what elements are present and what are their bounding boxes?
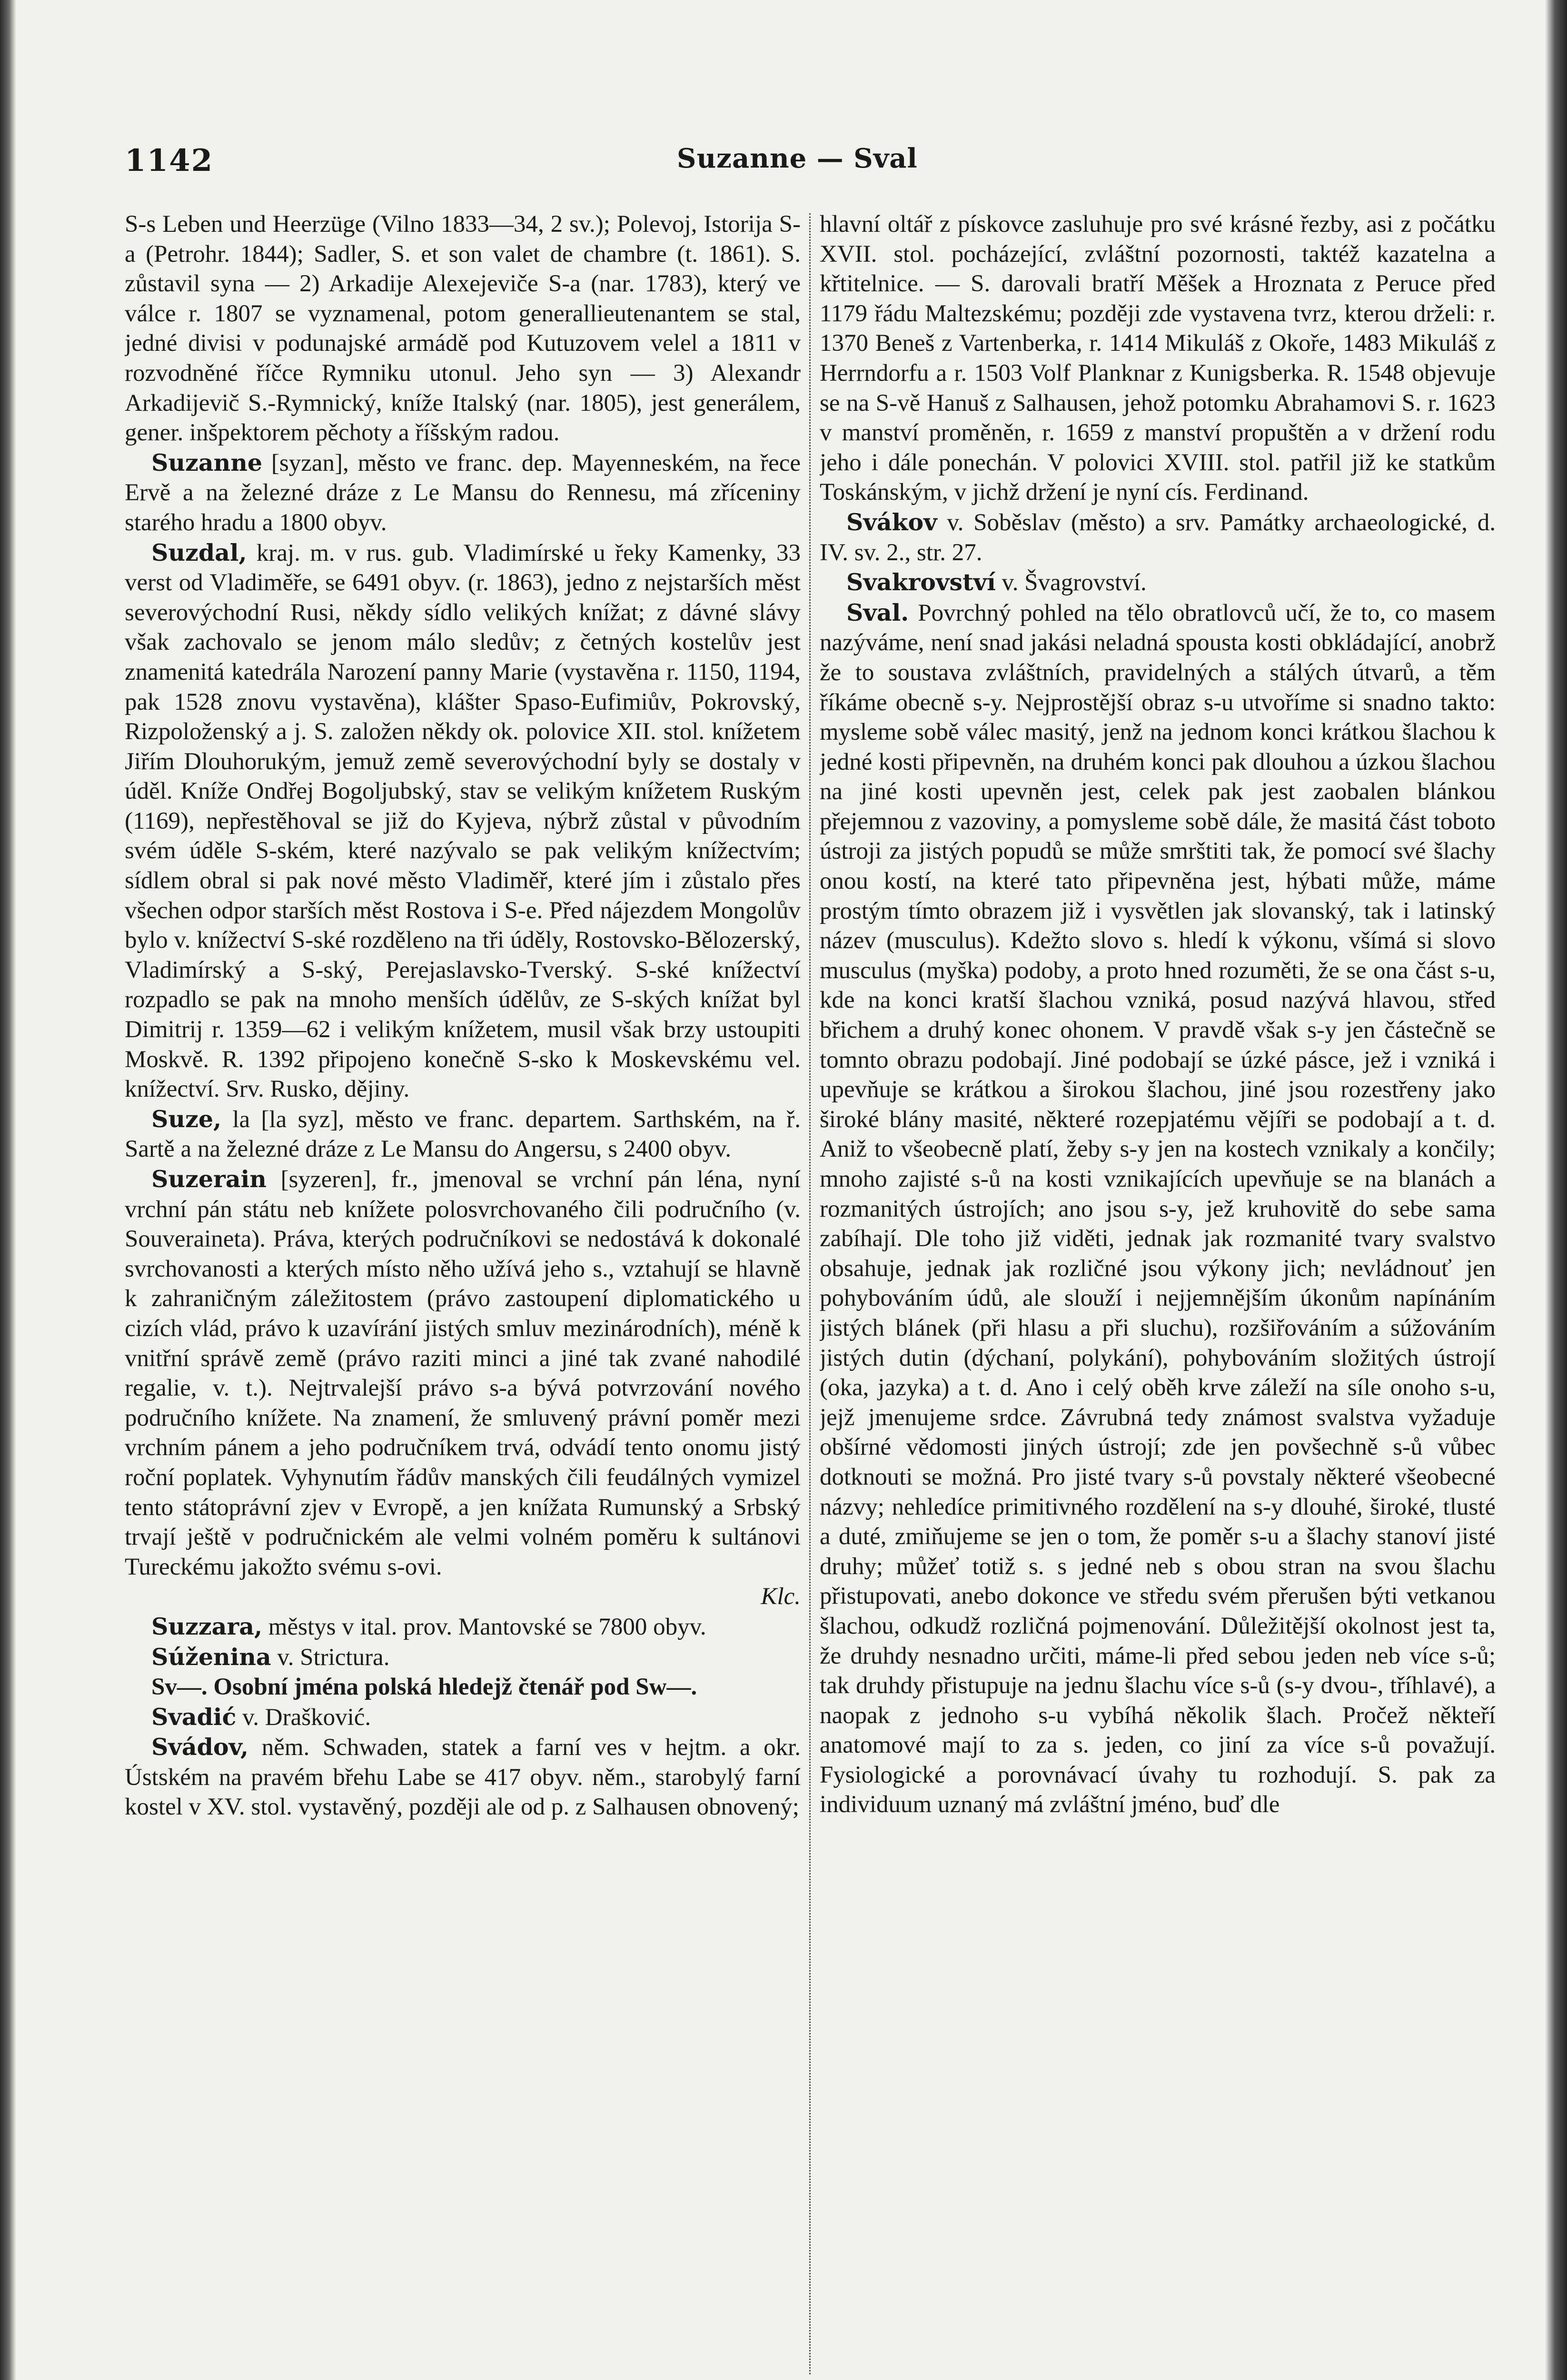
dictionary-entry (820, 567, 1496, 598)
entry-text: la [la syz], město ve franc. departem. Sarthském, na ř. Sartě a na železné dráze z Le Mansu do Angersu, s 2400 obyv. (125, 1106, 801, 1163)
dictionary-entry (820, 598, 1496, 1820)
entry-headword: Sval. (846, 598, 909, 626)
entry-text: kraj. m. v rus. gub. Vladimírské u řeky Kamenky, 33 verst od Vladiměře, se 6491 obyv. (r. 1863), jedno z nejstarších měst severovýchodní Rusi, někdy sídlo velikých knížat; z dávné slávy však zachovalo se jenom málo sledův; z četných kostelův jest znamenitá katedrála Narození panny Marie (vystavěna r. 1150, 1194, pak 1528 znovu vystavěna), klášter Spaso-Eufimiův, Pokrovský, Rizpoloženský a j. S. založen někdy ok. polovice XII. stol. knížetem Jiřím Dlouhorukým, jemuž země severovýchodní byly se dostaly v úděl. Kníže Ondřej Bogoljubský, stav se velikým knížetem Ruským (1169), nepřestěhoval se již do Kyjeva, nýbrž zůstal v původním svém údělе S-ském, které nazývalo se pak velikým knížectvím; sídlem obral si pak nové město Vladiměř, které jím i zůstalo přes všechen odpor starších měst Rostova i S-e. Před nájezdem Mongolův bylo v. knížectví S-ské rozděleno na tři úděly, Rostovsko-Bělozerský, Vladimírský a S-ský, Perejaslavsko-Tverský. S-ské knížectví rozpadlo se pak na mnoho menších údělův, ze S-ských knížat byl Dimitrij r. 1359—62 i velikým knížetem, musil však brzy ustoupiti Moskvě. R. 1392 připojeno konečně S-sko k Moskevskému vel. knížectví. Srv. Rusko, dějiny. (125, 539, 801, 1103)
scan-edge-left (0, 0, 16, 2380)
dictionary-entry (820, 507, 1496, 567)
dictionary-entry (125, 1104, 801, 1164)
entry-headword: Suzdal, (151, 538, 247, 566)
entry-text: městys v ital. prov. Mantovské se 7800 obyv. (262, 1613, 706, 1640)
dictionary-entry (125, 1164, 801, 1582)
left-column (125, 209, 801, 2370)
entry-text: [syzeren], fr., jmenoval se vrchní pán léna, nyní vrchní pán státu neb knížete polosvrchovaného čili područního (v. Souveraineta). Práva, kterých područníkovi se nedostává k dokonalé svrchovanosti a kterých místo něho užívá jeho s., vztahují se hlavně k zahraničným záležitostem (právo zastoupení diplomatického u cizích vlád, právo k uzavírání jistých smluv mezinárodních), méně k vnitřní správě země (právo raziti minci a jiné tak zvané nahodilé regalie, v. t.). Nejtrvalejší právo s-a bývá potvrzování nového područního knížete. Na znamení, že smluvený právní poměr mezi vrchním pánem a jeho područníkem trvá, odvádí tento onomu jistý roční poplatek. Vyhynutím řádův manských čili feudálných vymizel tento státoprávní zjev v Evropě, a jen knížata Rumunský a Srbský trvají ještě v područnickém ale velmi volném poměru k sultánovi Tureckému jakožto svému s-ovi. (125, 1166, 801, 1580)
dictionary-entry (125, 1732, 801, 1822)
entry-text: v. Drašković. (236, 1704, 371, 1731)
entry-headword: Svadić (151, 1703, 237, 1731)
entry-headword: Svádov, (151, 1733, 249, 1761)
right-column (820, 209, 1496, 2370)
running-head: Suzanne — Sval (677, 143, 918, 174)
entry-continuation (820, 209, 1496, 507)
entry-headword: Suzanne (151, 448, 263, 476)
entry-headword: Suzerain (151, 1165, 267, 1193)
entry-headword: Suze, (151, 1105, 222, 1133)
page-number: 1142 (125, 143, 214, 178)
entry-text: v. Strictura. (271, 1644, 390, 1671)
dictionary-entry (125, 1702, 801, 1733)
entry-text: něm. Schwaden, statek a farní ves v hejtm. a okr. Ústském na pravém břehu Labe se 417 obyv. něm., starobylý farní kostel v XV. stol. vystavěný, později ale od p. z Salhausen obnovený; (125, 1734, 801, 1821)
entry-text: v. Soběslav (město) a srv. Památky archaeologické, d. IV. sv. 2., str. 27. (820, 509, 1496, 566)
entry-headword: Svákov (846, 508, 937, 536)
entry-text: Povrchný pohled na tělo obratlovců učí, že to, co masem nazýváme, není snad jakási neladná spousta kosti obkládající, anobrž že to soustava zvláštních, pravidelných a stálých útvarů, a těm říkáme obecně s-y. Nejprostější obraz s-u utvoříme si snadno takto: mysleme sobě válec masitý, jenž na jednom konci krátkou šlachou k jedné kosti připevněn, na druhém konci pak dlouhou a úzkou šlachou na jiné kosti upevněn jest, celek pak jest zaobalen blánkou přejemnou z vazoviny, a pomysleme sobě dále, že masitá část toboto ústroji za jistých popudů se může smrštiti tak, že pomocí své šlachy onou kostí, na které tato připevněna jest, hýbati může, máme prostým tímto obrazem již i vysvětlen jak slovanský, tak i latinský název (musculus). Kdežto slovo s. hledí k výkonu, všímá si slovo musculus (myška) podoby, a proto hned rozuměti, že se ona část s-u, kde na konci kratší šlachou vzniká, posud nazývá hlavou, střed břichem a druhý konec ohonem. V pravdě však s-y jen částečně se tomnto obrazu podobají. Jiné podobají se úzké pásce, jež i vzniká i upevňuje se krátkou a širokou šlachou, jiné jsou rozestřeny jako široké blány masité, některé rozepjatému vějíři se podobají a t. d. Aniž to všeobecně platí, žeby s-y jen na kostech vznikaly a končily; mnoho zajisté s-ů na kosti vznikajících upevňuje se na blanách a rozmanitých ústrojích; ano jsou s-y, jež kruhovitě do sebe sama zabíhají. Dle toho již viděti, jednak jak rozmanité tvary svalstvo obsahuje, jednak jak rozličné jsou výkony jich; nevládnouť jen pohybováním údů, ale slouží i nejjemnějším úkonům napínáním jistých blánek (při hlasu a při sluchu), rozšiřováním a súžováním jistých dutin (dýchaní, polykání), pohybováním složitých ústrojí (oka, jazyka) a t. d. Ano i celý oběh krve záleží na síle onoho s-u, jejž jmenujeme srdce. Závrubná tedy známost svalstva vyžaduje obšírné vědomosti jiných ústrojí; zde jen povšechně s-ů vůbec dotknouti se možná. Pro jisté tvary s-ů povstaly některé všeobecné názvy; nehledíce primitivného rozdělení na s-y dlouhé, široké, tlusté a duté, zmiňujeme se jen o tom, že poměr s-u a šlachy stanoví jisté druhy; můžeť totiž s. s jedné neb s obou stran na svou šlachu přistupovati, anebo dokonce ve středu svém přerušen býti vetkanou šlachou, odkudž rozličná pojmenování. Důležitější okolnost jest ta, že druhdy nesnadno určiti, máme-li před sebou jeden neb více s-ů; tak druhdy přistupuje na jednu šlachu více s-ů (s-y dvou-, tříhlavé), a naopak z jednoho s-u vybíhá několik šlach. Pročež někteří anatomové mají to za s. jeden, co jiní za více s-ů považují. Fysiologické a porovnávací úvahy tu rozhodují. S. pak za individuum uznaný má zvláštní jméno, buď dle (820, 599, 1496, 1818)
dictionary-entry: Sv—. Osobní jména polská hledejž čtenář pod Sw—. (151, 1674, 697, 1701)
entry-text: v. Švagrovství. (995, 569, 1147, 596)
entry-headword: Súženina (151, 1643, 271, 1671)
entry-headword: Suzzara, (151, 1612, 263, 1640)
author-signature: Klc. (761, 1583, 801, 1610)
entry-text: [syzan], město ve franc. dep. Mayenneském, na řece Ervě a na železné dráze z Le Mansu do Rennesu, má zříceniny starého hradu a 1800 obyv. (125, 449, 801, 536)
column-divider (809, 213, 811, 2374)
entry-headword: Svakrovství (846, 568, 996, 596)
entry-continuation (125, 209, 801, 448)
dictionary-entry (125, 538, 801, 1104)
dictionary-entry (125, 448, 801, 538)
dictionary-entry (125, 1642, 801, 1673)
page-header (125, 143, 1496, 181)
entry-text: S-s Leben und Heerzüge (Vilno 1833—34, 2 sv.); Polevoj, Istorija S-a (Petrohr. 1844); Sadler, S. et son valet de chambre (t. 1861). S. zůstavil syna — 2) Arkadije Alexejeviče S-a (nar. 1783), který ve válce r. 1807 se vyznamenal, potom generallieutenantem se stal, jedné divisi v podunajské armádě pod Kutuzovem velel a 1811 v rozvodněné říčce Rymniku utonul. Jeho syn — 3) Alexandr Arkadijevič S.-Rymnický, kníže Italský (nar. 1805), jest generálem, gener. inšpektorem pěchoty a říšským radou. (125, 211, 801, 446)
scan-edge-right (1545, 0, 1567, 2380)
entry-text: hlavní oltář z pískovce zasluhuje pro své krásné řezby, asi z počátku XVII. stol. pocházející, zvláštní pozornosti, taktéž kazatelna a křtitelnice. — S. darovali bratří Měšek a Hroznata z Peruce před 1179 řádu Maltezskému; později zde vystavena tvrz, kterou drželi: r. 1370 Beneš z Vartenberka, r. 1414 Mikuláš z Okoře, 1483 Mikuláš z Herrndorfu a r. 1503 Volf Planknar z Kunigsberka. R. 1548 objevuje se na S-vě Hanuš z Salhausen, jehož potomku Abrahamovi S. r. 1623 v manství proměněn, r. 1659 z manství propuštěn a v držení rodu jeho i dále ponechán. V polovici XVIII. stol. patřil již ke statkům Toskánským, v jichž držení je nyní cís. Ferdinand. (820, 211, 1496, 506)
dictionary-entry (125, 1612, 801, 1642)
